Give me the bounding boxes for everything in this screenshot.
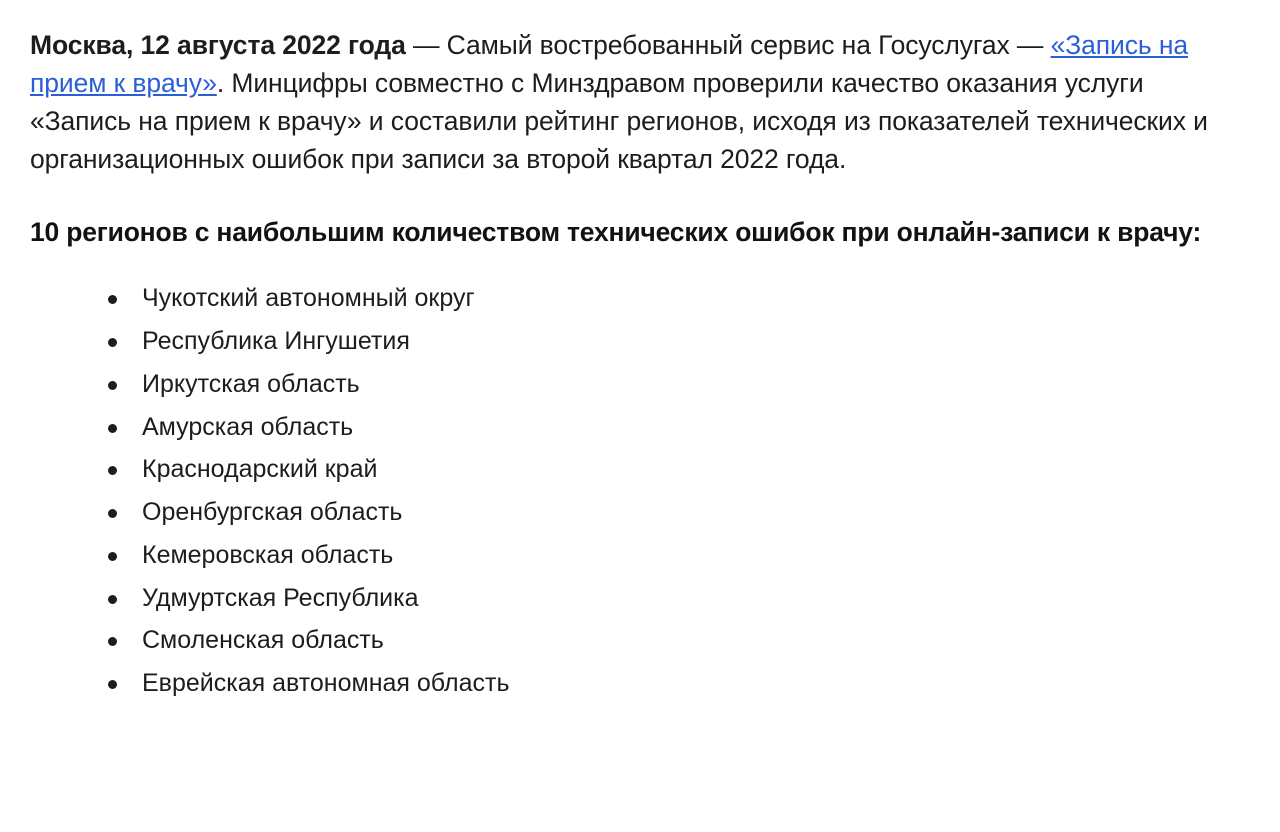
section-subheading: 10 регионов с наибольшим количеством технических ошибок при онлайн-записи к врачу: [30, 216, 1202, 247]
list-item: Удмуртская Республика [108, 577, 1240, 620]
dateline-dash: — [405, 30, 447, 60]
list-item: Кемеровская область [108, 534, 1240, 577]
lede-text-before-link: Самый востребованный сервис на Госуслугах — [446, 30, 1051, 60]
service-link[interactable]: «Запись на прием к врачу» [30, 30, 1189, 99]
lede-paragraph [30, 26, 1240, 179]
list-item: Смоленская область [108, 619, 1240, 662]
list-item: Иркутская область [108, 363, 1240, 406]
list-item: Амурская область [108, 406, 1240, 449]
list-item: Чукотский автономный округ [108, 277, 1240, 320]
region-list [30, 277, 1240, 705]
list-item: Оренбургская область [108, 491, 1240, 534]
list-item: Еврейская автономная область [108, 662, 1240, 705]
dateline: Москва, 12 августа 2022 года [30, 30, 406, 60]
list-item: Республика Ингушетия [108, 320, 1240, 363]
list-item: Краснодарский край [108, 448, 1240, 491]
lede-text-after-link: . Минцифры совместно с Минздравом проверили качество оказания услуги «Запись на прием к врачу» и составили рейтинг регионов, исходя из показателей технических и организационных ошибок при записи за второй квартал 2022 года. [30, 68, 1208, 175]
